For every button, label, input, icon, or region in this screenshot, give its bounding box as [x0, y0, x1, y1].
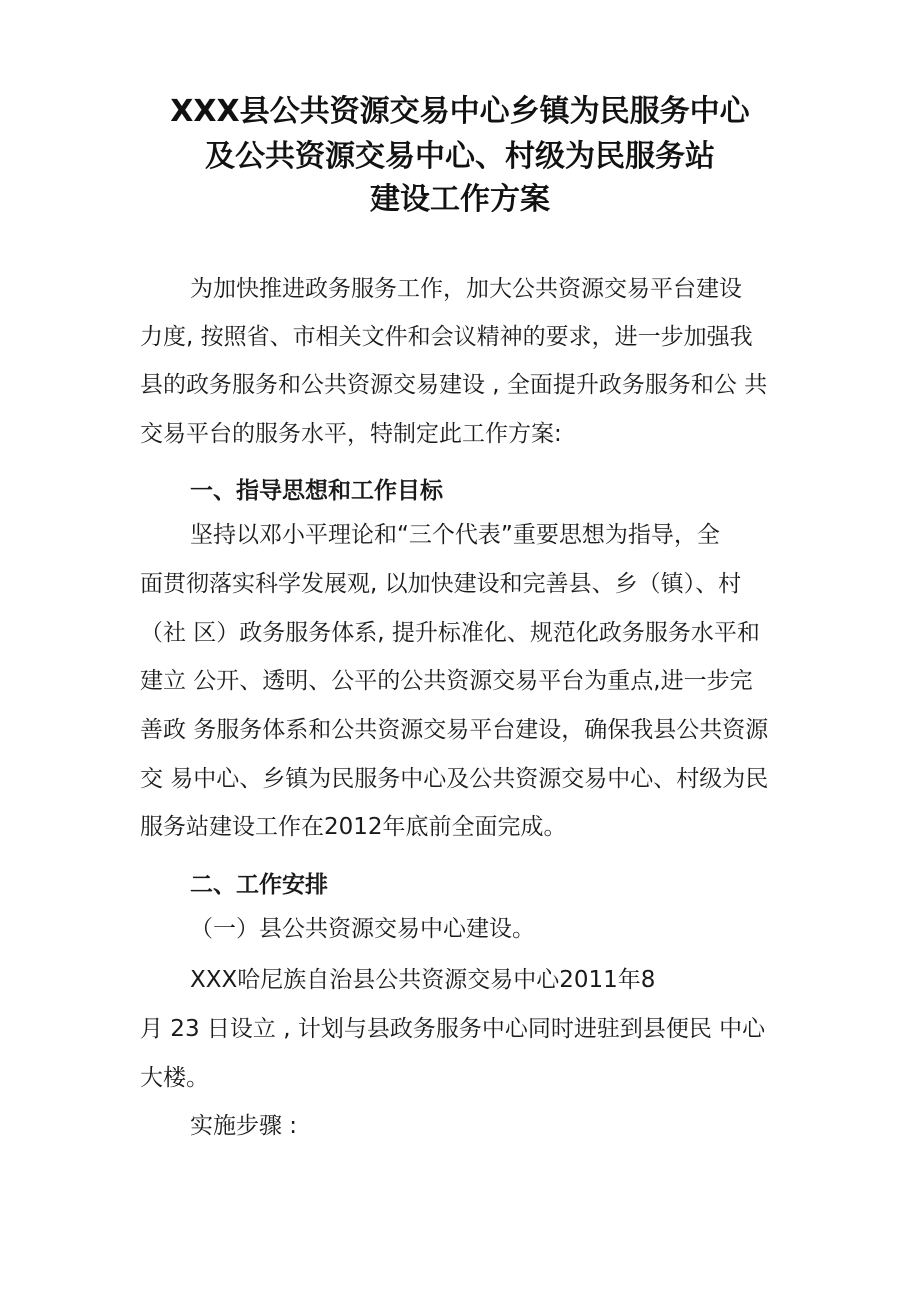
intro-line-3: 县的政务服务和公共资源交易建设 , 全面提升政务服务和公 共 [140, 372, 768, 398]
document-title-line-3: 建设工作方案 [370, 182, 550, 217]
intro-line-4: 交易平台的服务水平，特制定此工作方案: [140, 421, 562, 447]
section-1-line-1: 坚持以邓小平理论和“三个代表”重要思想为指导，全 [190, 522, 720, 548]
section-1-line-3: （社 区）政务服务体系, 提升标准化、规范化政务服务水平和 [140, 620, 760, 646]
document-title-line-1: XXX县公共资源交易中心乡镇为民服务中心 [170, 94, 750, 129]
implementation-steps-label: 实施步骤 : [190, 1113, 298, 1139]
intro-line-1: 为加快推进政务服务工作，加大公共资源交易平台建设 [190, 276, 742, 302]
section-1-line-2: 面贯彻落实科学发展观, 以加快建设和完善县、乡（镇）、村 [140, 571, 742, 597]
section-2-line-3: 大楼。 [140, 1065, 209, 1091]
section-2-subheading: （一）县公共资源交易中心建设。 [190, 916, 535, 942]
section-1-line-6: 交 易中心、乡镇为民服务中心及公共资源交易中心、村级为民 [140, 766, 769, 792]
document-title-line-2: 及公共资源交易中心、村级为民服务站 [205, 139, 715, 174]
section-1-line-4: 建立 公开、透明、公平的公共资源交易平台为重点,进一步完 [140, 668, 753, 694]
section-1-line-7: 服务站建设工作在2012年底前全面完成。 [140, 814, 567, 840]
section-2-line-2: 月 23 日设立 , 计划与县政务服务中心同时进驻到县便民 中心 [140, 1016, 766, 1042]
section-1-heading: 一、指导思想和工作目标 [190, 478, 443, 504]
section-1-line-5: 善政 务服务体系和公共资源交易平台建设，确保我县公共资源 [140, 717, 769, 743]
section-2-line-1: XXX哈尼族自治县公共资源交易中心2011年8 [190, 967, 656, 993]
intro-line-2: 力度, 按照省、市相关文件和会议精神的要求，进一步加强我 [140, 324, 753, 350]
section-2-heading: 二、工作安排 [190, 872, 328, 898]
